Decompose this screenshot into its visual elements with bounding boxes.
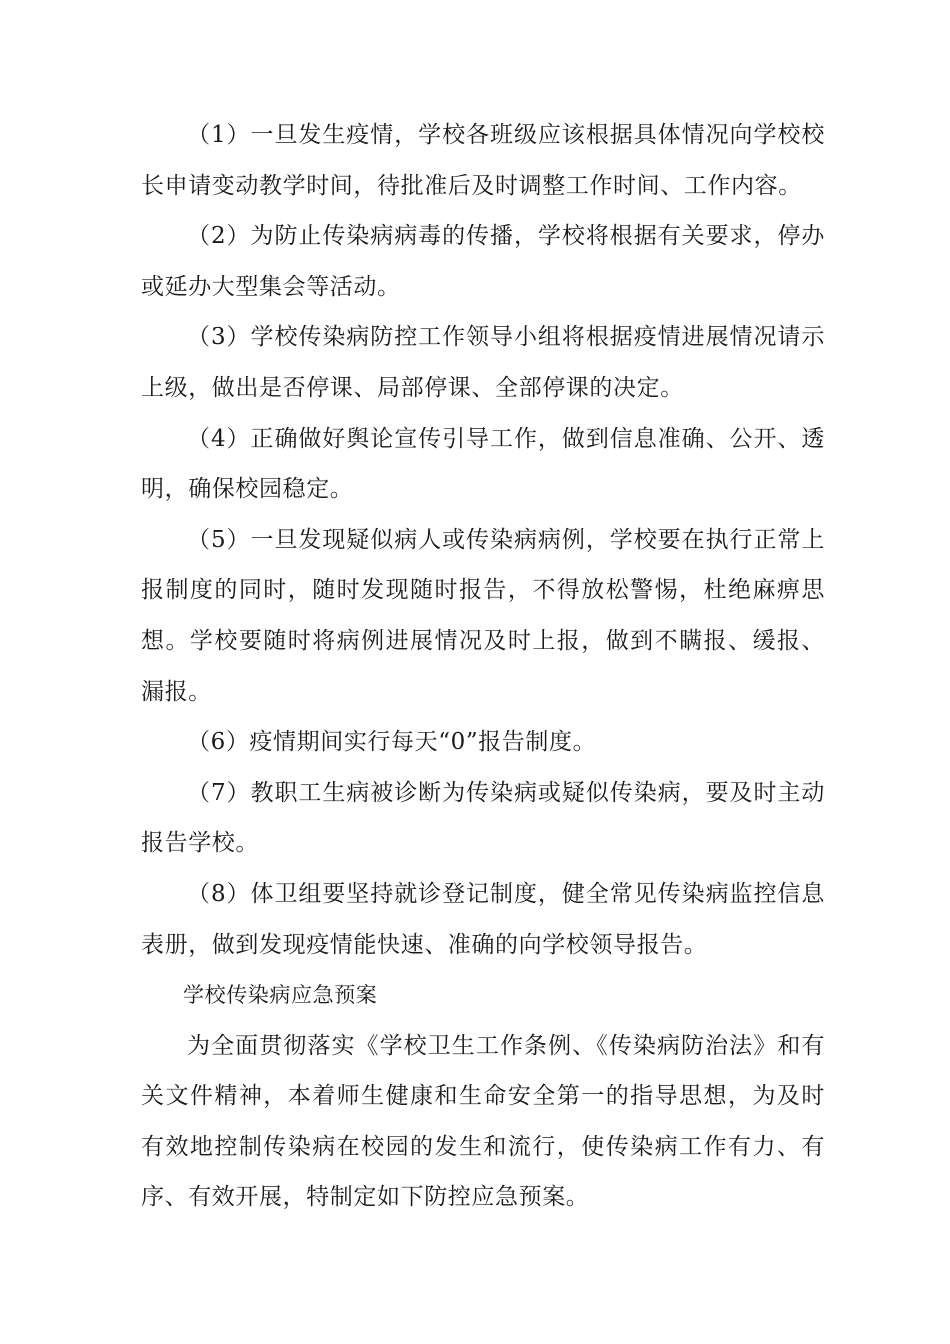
paragraph-5: （5）一旦发现疑似病人或传染病病例，学校要在执行正常上报制度的同时，随时发现随时报告，不得放松警惕，杜绝麻痹思想。学校要随时将病例进展情况及时上报，做到不瞒报、缓报、漏报。 bbox=[141, 526, 825, 705]
paragraph-2: （2）为防止传染病病毒的传播，学校将根据有关要求，停办或延办大型集会等活动。 bbox=[141, 223, 825, 300]
paragraph-8: （8）体卫组要坚持就诊登记制度，健全常见传染病监控信息表册，做到发现疫情能快速、准确的向学校领导报告。 bbox=[141, 880, 825, 958]
paragraph-6: （6）疫情期间实行每天“0”报告制度。 bbox=[187, 729, 597, 756]
document-body bbox=[141, 110, 825, 1223]
paragraph-1: （1）一旦发生疫情，学校各班级应该根据具体情况向学校校长申请变动教学时间，待批准后及时调整工作时间、工作内容。 bbox=[141, 122, 825, 199]
intro-paragraph: 为全面贯彻落实《学校卫生工作条例、《传染病防治法》和有关文件精神，本着师生健康和生命安全第一的指导思想，为及时有效地控制传染病在校园的发生和流行，使传染病工作有力、有序、有效开展，特制定如下防控应急预案。 bbox=[141, 1032, 825, 1211]
section-title: 学校传染病应急预案 bbox=[183, 983, 378, 1008]
paragraph-4: （4）正确做好舆论宣传引导工作，做到信息准确、公开、透明，确保校园稳定。 bbox=[141, 425, 825, 503]
paragraph-7: （7）教职工生病被诊断为传染病或疑似传染病，要及时主动报告学校。 bbox=[141, 779, 825, 857]
paragraph-3: （3）学校传染病防控工作领导小组将根据疫情进展情况请示上级，做出是否停课、局部停课、全部停课的决定。 bbox=[141, 324, 825, 401]
